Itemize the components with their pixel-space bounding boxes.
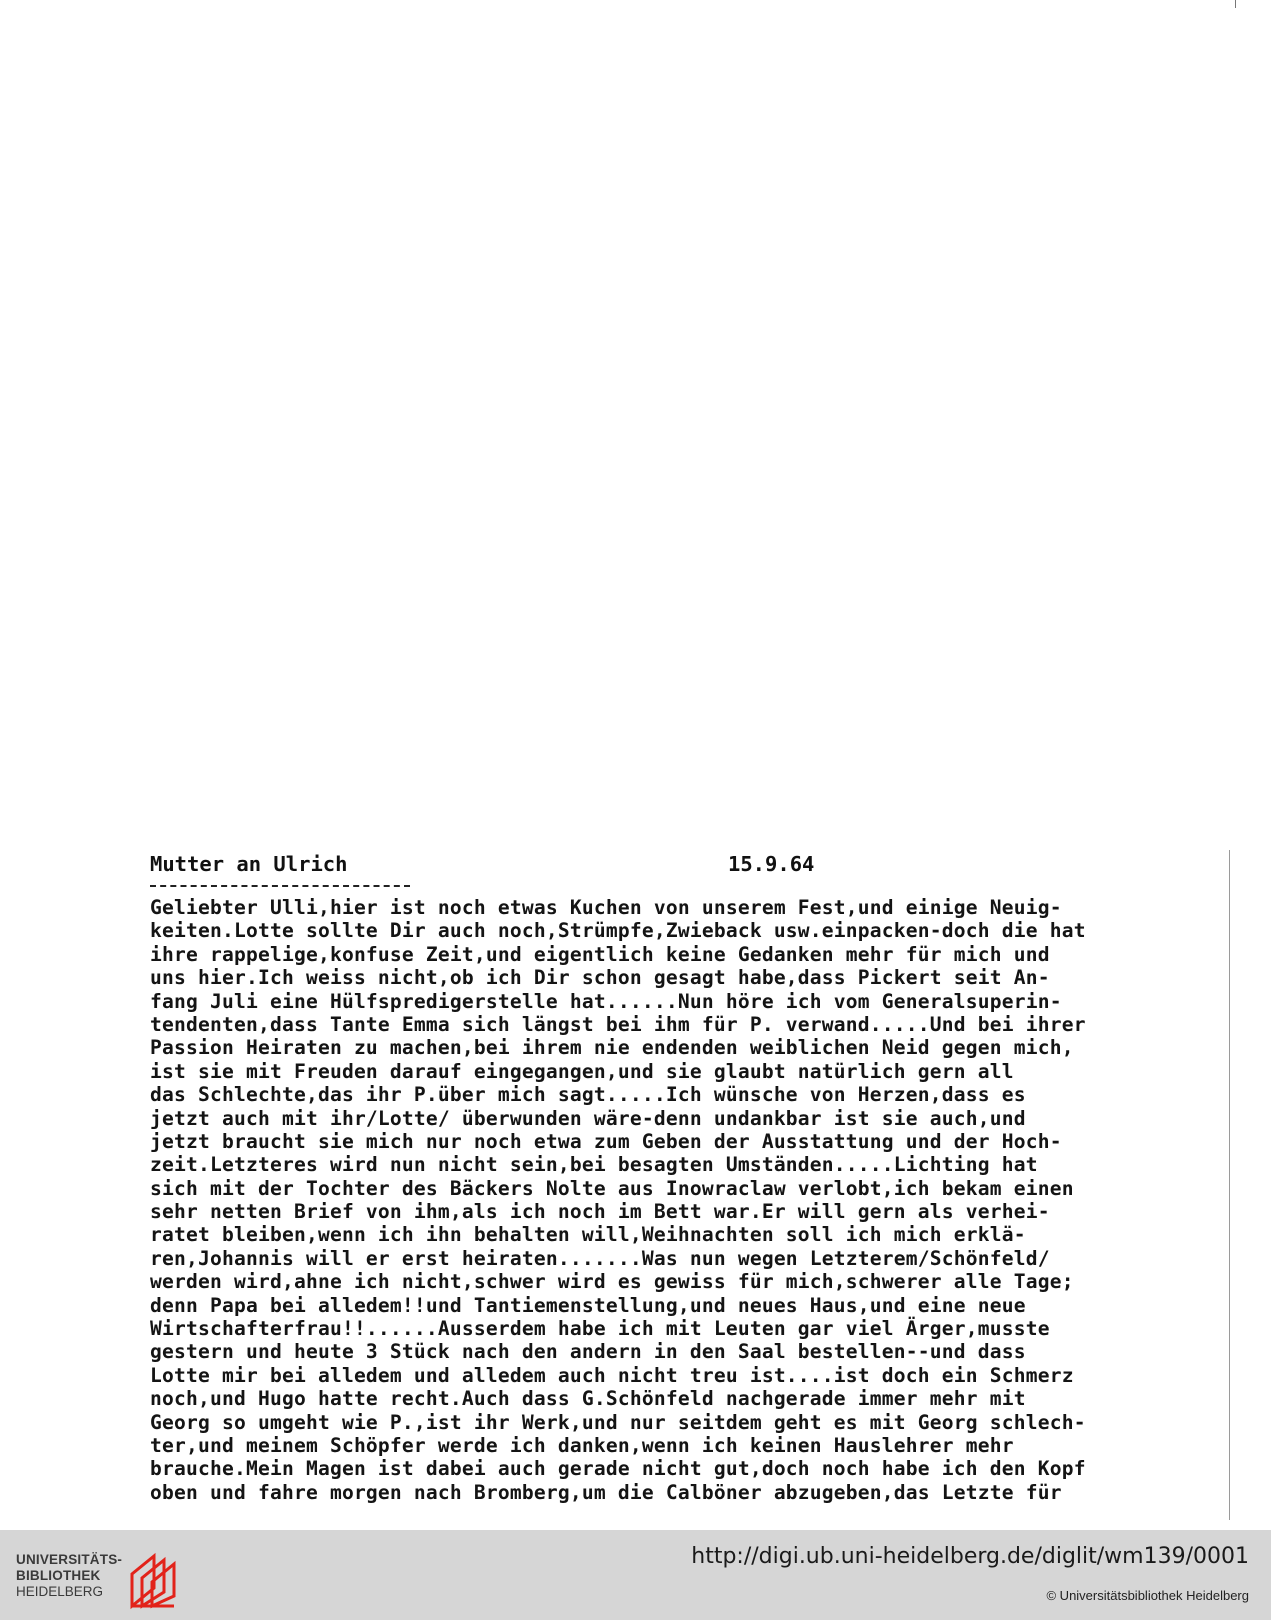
letter-date: 15.9.64	[728, 852, 815, 876]
library-book-icon	[124, 1548, 186, 1610]
letter-line: uns hier.Ich weiss nicht,ob ich Dir schon gesagt habe,dass Pickert seit An-	[150, 966, 1050, 990]
letter-line: das Schlechte,das ihr P.über mich sagt.....Ich wünsche von Herzen,dass es	[150, 1083, 1026, 1107]
permalink-url[interactable]: http://digi.ub.uni-heidelberg.de/diglit/wm139/0001	[691, 1544, 1249, 1569]
letter-line: jetzt braucht sie mich nur noch etwa zum Geben der Ausstattung und der Hoch-	[150, 1129, 1062, 1153]
letter-line: noch,und Hugo hatte recht.Auch dass G.Schönfeld nachgerade immer mehr mit	[150, 1387, 1026, 1411]
letter-line: Geliebter Ulli,hier ist noch etwas Kuchen von unserem Fest,und einige Neuig-	[150, 896, 1062, 919]
letter-line: oben und fahre morgen nach Bromberg,um die Calböner abzugeben,das Letzte für	[150, 1480, 1062, 1504]
letter-line: Georg so umgeht wie P.,ist ihr Werk,und nur seitdem geht es mit Georg schlech-	[150, 1410, 1086, 1434]
letter-line: Passion Heiraten zu machen,bei ihrem nie endenden weiblichen Neid gegen mich,	[150, 1036, 1074, 1060]
copyright-notice: © Universitätsbibliothek Heidelberg	[1046, 1588, 1249, 1603]
library-logo[interactable]	[16, 1552, 186, 1608]
letter-line: fang Juli eine Hülfspredigerstelle hat......Nun höre ich vom Generalsuperin-	[150, 989, 1062, 1013]
letter-line: werden wird,ahne ich nicht,schwer wird es gewiss für mich,schwerer alle Tage;	[150, 1270, 1074, 1294]
scan-edge-mark	[1235, 0, 1236, 8]
letter-header	[150, 852, 1220, 878]
letter-line: ratet bleiben,wenn ich ihn behalten will,Weihnachten soll ich mich erklä-	[150, 1223, 1026, 1247]
letter-line: ter,und meinem Schöpfer werde ich danken,wenn ich keinen Hauslehrer mehr	[150, 1433, 1014, 1457]
logo-line-2: BIBLIOTHEK	[16, 1568, 101, 1583]
letter-line: sehr netten Brief von ihm,als ich noch im Bett war.Er will gern als verhei-	[150, 1200, 1050, 1224]
logo-text	[16, 1552, 122, 1600]
letter-line: brauche.Mein Magen ist dabei auch gerade nicht gut,doch noch habe ich den Kopf	[150, 1457, 1086, 1481]
letter-line: jetzt auch mit ihr/Lotte/ überwunden wäre-denn undankbar ist sie auch,und	[150, 1106, 1026, 1130]
logo-line-1: UNIVERSITÄTS-	[16, 1552, 123, 1567]
letter-line: denn Papa bei alledem!!und Tantiemenstellung,und neues Haus,und eine neue	[150, 1293, 1026, 1317]
letter-line: ihre rappelige,konfuse Zeit,und eigentlich keine Gedanken mehr für mich und	[150, 942, 1050, 966]
letter-line: keiten.Lotte sollte Dir auch noch,Strümpfe,Zwieback usw.einpacken-doch die hat	[150, 919, 1086, 943]
letter-line: tendenten,dass Tante Emma sich längst bei ihm für P. verwand.....Und bei ihrer	[150, 1012, 1086, 1036]
footer-bar	[0, 1530, 1271, 1620]
letter-line: ist sie mit Freuden darauf eingegangen,und sie glaubt natürlich gern all	[150, 1059, 1014, 1083]
logo-line-3: HEIDELBERG	[16, 1584, 104, 1599]
letter-title: Mutter an Ulrich	[150, 852, 348, 876]
letter-body	[150, 896, 1230, 1504]
letter-line: ren,Johannis will er erst heiraten.......Was nun wegen Letzterem/Schönfeld/	[150, 1246, 1050, 1270]
letter-line: sich mit der Tochter des Bäckers Nolte aus Inowraclaw verlobt,ich bekam einen	[150, 1176, 1074, 1200]
letter-line: Lotte mir bei alledem und alledem auch nicht treu ist....ist doch ein Schmerz	[150, 1363, 1074, 1387]
letter-line: zeit.Letzteres wird nun nicht sein,bei besagten Umständen.....Lichting hat	[150, 1153, 1038, 1177]
title-underline	[150, 885, 410, 887]
letter-line: gestern und heute 3 Stück nach den andern in den Saal bestellen--und dass	[150, 1340, 1026, 1364]
letter-line: Wirtschafterfrau!!......Ausserdem habe ich mit Leuten gar viel Ärger,musste	[150, 1317, 1050, 1341]
